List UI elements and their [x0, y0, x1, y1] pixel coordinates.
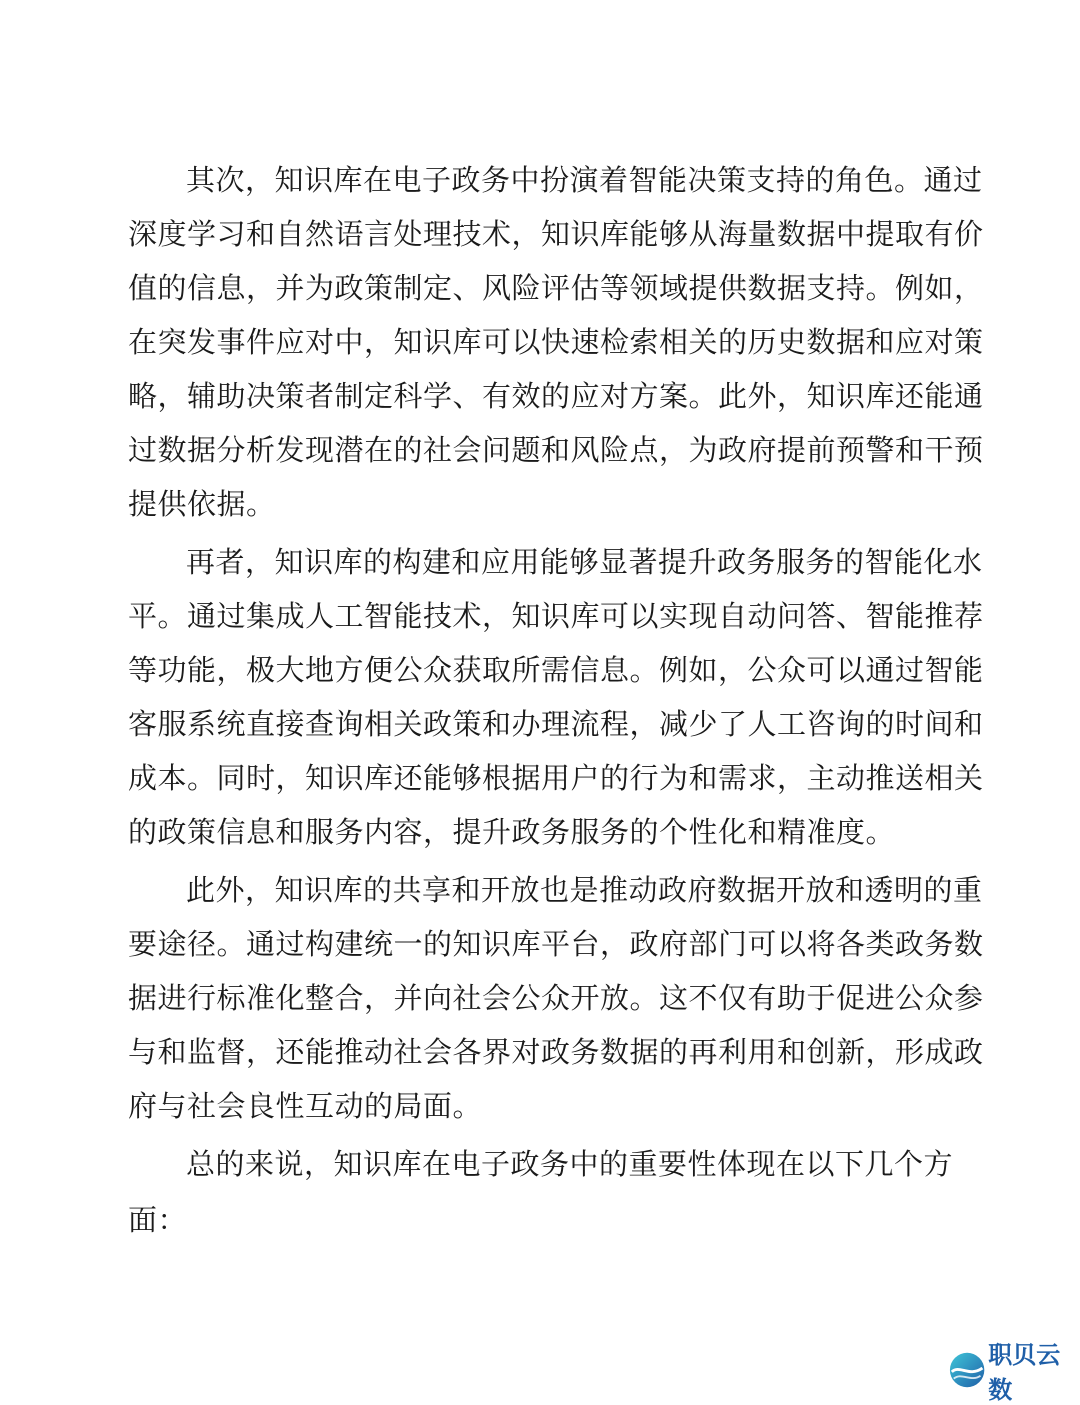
paragraph-4-line-1: 总的来说，知识库在电子政务中的重要性体现在以下几个方 — [186, 1147, 954, 1181]
paragraph-1-line-3: 值的信息，并为政策制定、风险评估等领域提供数据支持。例如， — [128, 271, 984, 305]
paragraph-4-line-2: 面： — [128, 1203, 188, 1237]
paragraph-2-line-3: 等功能，极大地方便公众获取所需信息。例如，公众可以通过智能 — [128, 653, 984, 687]
paragraph-1-line-1: 其次，知识库在电子政务中扮演着智能决策支持的角色。通过 — [186, 163, 983, 197]
paragraph-3-line-2: 要途径。通过构建统一的知识库平台，政府部门可以将各类政务数 — [128, 927, 984, 961]
paragraph-2-line-2: 平。通过集成人工智能技术，知识库可以实现自动问答、智能推荐 — [128, 599, 984, 633]
paragraph-2-line-4: 客服系统直接查询相关政策和办理流程，减少了人工咨询的时间和 — [128, 707, 984, 741]
paragraph-1-line-4: 在突发事件应对中，知识库可以快速检索相关的历史数据和应对策 — [128, 325, 984, 359]
logo-icon — [948, 1350, 986, 1390]
paragraph-1-line-2: 深度学习和自然语言处理技术，知识库能够从海量数据中提取有价 — [128, 217, 984, 251]
paragraph-3-line-5: 府与社会良性互动的局面。 — [128, 1089, 483, 1123]
paragraph-1-line-5: 略，辅助决策者制定科学、有效的应对方案。此外，知识库还能通 — [128, 379, 984, 413]
paragraph-2-line-5: 成本。同时，知识库还能够根据用户的行为和需求，主动推送相关 — [128, 761, 984, 795]
watermark — [948, 1341, 1080, 1404]
paragraph-2-line-1: 再者，知识库的构建和应用能够显著提升政务服务的智能化水 — [186, 545, 983, 579]
paragraph-1-line-6: 过数据分析发现潜在的社会问题和风险点，为政府提前预警和干预 — [128, 433, 984, 467]
paragraph-3-line-1: 此外，知识库的共享和开放也是推动政府数据开放和透明的重 — [186, 873, 983, 907]
paragraph-3-line-3: 据进行标准化整合，并向社会公众开放。这不仅有助于促进公众参 — [128, 981, 984, 1015]
paragraph-2-line-6: 的政策信息和服务内容，提升政务服务的个性化和精准度。 — [128, 815, 896, 849]
paragraph-1-line-7: 提供依据。 — [128, 487, 276, 521]
paragraph-3-line-4: 与和监督，还能推动社会各界对政务数据的再利用和创新，形成政 — [128, 1035, 984, 1069]
watermark-text: 职贝云数 — [988, 1341, 1061, 1404]
